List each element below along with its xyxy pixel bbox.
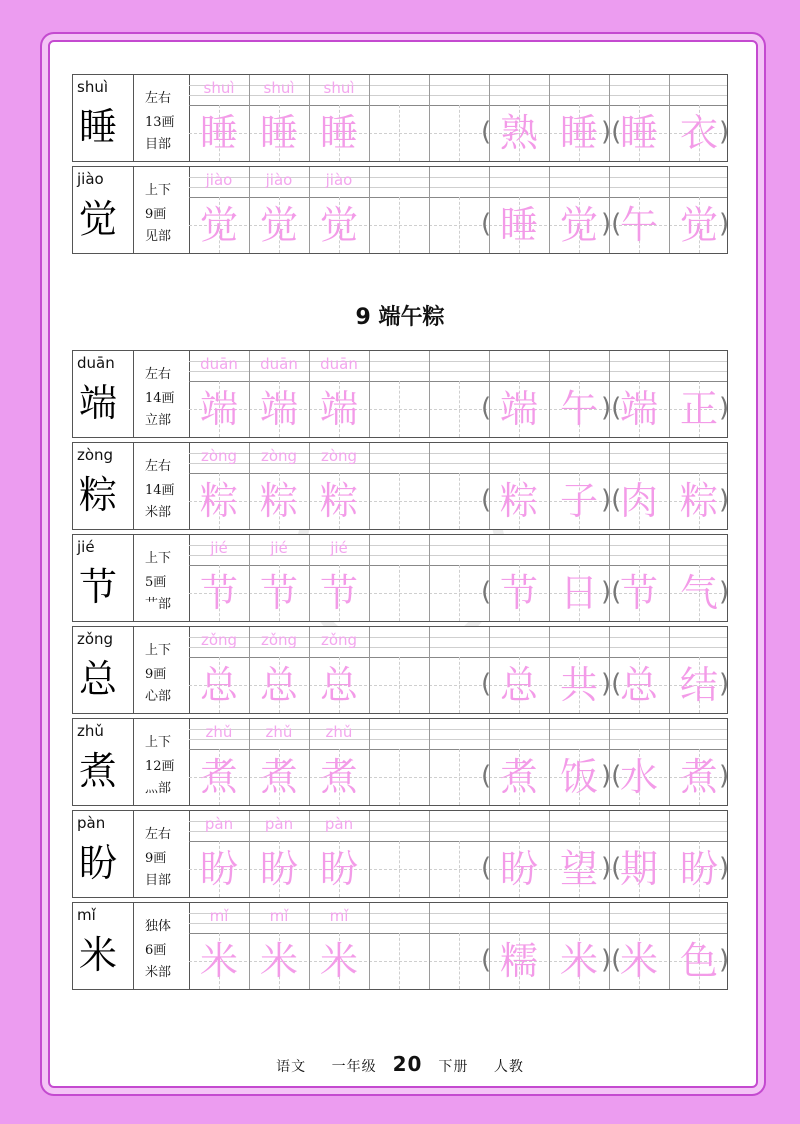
model-character-cell — [73, 627, 134, 713]
mid-paren: )( — [601, 393, 622, 423]
character-radical: 艹部 — [145, 597, 172, 612]
trace-pinyin: zhǔ — [265, 723, 293, 741]
word-character: 望 — [559, 847, 598, 891]
left-paren: ( — [481, 761, 492, 791]
trace-character: 盼 — [199, 847, 238, 891]
trace-pinyin: shuì — [203, 79, 235, 97]
word-character: 糯 — [499, 939, 538, 983]
grid-column-line — [369, 75, 370, 161]
trace-character: 粽 — [319, 479, 358, 523]
character-radical: 见部 — [145, 229, 172, 244]
character-structure: 上下 — [145, 643, 172, 658]
grid-column-line — [369, 443, 370, 529]
word-character: 睡 — [499, 203, 538, 247]
word-character: 煮 — [679, 755, 718, 799]
word-character: 盼 — [679, 847, 718, 891]
writing-grid — [189, 167, 730, 253]
character-row — [72, 166, 728, 254]
stroke-count: 9画 — [145, 207, 167, 222]
word-character: 端 — [619, 387, 658, 431]
character-radical: 立部 — [145, 413, 172, 428]
trace-character: 煮 — [259, 755, 298, 799]
writing-grid — [189, 627, 730, 713]
character-pinyin: zǒng — [77, 630, 114, 648]
character-pinyin: jié — [77, 538, 95, 556]
trace-character: 盼 — [259, 847, 298, 891]
trace-pinyin: jiào — [205, 171, 233, 189]
trace-character: 觉 — [259, 203, 298, 247]
word-character: 日 — [559, 571, 598, 615]
grid-column-line — [369, 811, 370, 897]
character-pinyin: zhǔ — [77, 722, 104, 740]
right-paren: ) — [719, 393, 730, 423]
grid-column-line — [429, 443, 430, 529]
trace-character: 觉 — [199, 203, 238, 247]
grid-center-line — [399, 565, 400, 621]
stroke-count: 14画 — [145, 391, 175, 406]
trace-character: 端 — [199, 387, 238, 431]
grid-center-line — [459, 565, 460, 621]
trace-pinyin: mǐ — [269, 907, 289, 925]
trace-pinyin: shuì — [323, 79, 355, 97]
trace-character: 米 — [199, 939, 238, 983]
word-character: 节 — [619, 571, 658, 615]
grid-column-line — [429, 167, 430, 253]
trace-character: 粽 — [259, 479, 298, 523]
left-paren: ( — [481, 945, 492, 975]
model-character: 米 — [79, 933, 118, 977]
word-character: 粽 — [499, 479, 538, 523]
grid-center-line — [459, 105, 460, 161]
character-structure: 左右 — [145, 91, 172, 106]
trace-pinyin: duān — [200, 355, 238, 373]
character-info-cell — [133, 811, 190, 897]
stroke-count: 9画 — [145, 667, 167, 682]
mid-paren: )( — [601, 669, 622, 699]
stroke-count: 13画 — [145, 115, 175, 130]
word-character: 总 — [499, 663, 538, 707]
footer-subject: 语文 — [276, 1059, 307, 1075]
writing-grid — [189, 719, 730, 805]
grid-center-line — [459, 657, 460, 713]
character-info-cell — [133, 167, 190, 253]
grid-center-line — [459, 473, 460, 529]
right-paren: ) — [719, 485, 730, 515]
right-paren: ) — [719, 761, 730, 791]
left-paren: ( — [481, 209, 492, 239]
trace-character: 总 — [319, 663, 358, 707]
model-character: 睡 — [79, 105, 118, 149]
grid-center-line — [459, 197, 460, 253]
footer-volume: 下册 — [438, 1059, 469, 1075]
model-character-cell — [73, 811, 134, 897]
character-structure: 左右 — [145, 459, 172, 474]
word-character: 水 — [619, 755, 658, 799]
mid-paren: )( — [601, 209, 622, 239]
trace-pinyin: pàn — [204, 815, 234, 833]
word-character: 子 — [559, 479, 598, 523]
word-character: 午 — [619, 203, 658, 247]
trace-pinyin: jié — [330, 539, 348, 557]
stroke-count: 9画 — [145, 851, 167, 866]
trace-character: 粽 — [199, 479, 238, 523]
character-info-cell — [133, 627, 190, 713]
character-pinyin: shuì — [77, 78, 108, 96]
grid-center-line — [459, 841, 460, 897]
right-paren: ) — [719, 577, 730, 607]
trace-character: 睡 — [199, 111, 238, 155]
mid-paren: )( — [601, 577, 622, 607]
grid-center-line — [399, 933, 400, 989]
character-pinyin: mǐ — [77, 906, 96, 924]
writing-grid — [189, 443, 730, 529]
writing-grid — [189, 811, 730, 897]
trace-pinyin: jié — [270, 539, 288, 557]
model-character-cell — [73, 75, 134, 161]
footer-publisher: 人教 — [493, 1059, 524, 1075]
grid-column-line — [429, 351, 430, 437]
trace-pinyin: zǒng — [200, 631, 238, 649]
mid-paren: )( — [601, 761, 622, 791]
model-character: 盼 — [79, 841, 118, 885]
word-character: 粽 — [679, 479, 718, 523]
grid-column-line — [369, 903, 370, 989]
model-character: 总 — [79, 657, 118, 701]
word-character: 睡 — [619, 111, 658, 155]
trace-character: 总 — [199, 663, 238, 707]
right-paren: ) — [719, 945, 730, 975]
stroke-count: 14画 — [145, 483, 175, 498]
trace-pinyin: zòng — [260, 447, 298, 465]
trace-character: 睡 — [319, 111, 358, 155]
grid-center-line — [399, 197, 400, 253]
grid-column-line — [429, 811, 430, 897]
left-paren: ( — [481, 117, 492, 147]
trace-pinyin: jiào — [265, 171, 293, 189]
word-character: 米 — [559, 939, 598, 983]
grid-center-line — [399, 657, 400, 713]
trace-pinyin: jié — [210, 539, 228, 557]
stroke-count: 5画 — [145, 575, 167, 590]
character-radical: 米部 — [145, 965, 172, 980]
page-footer — [0, 1052, 800, 1076]
trace-character: 总 — [259, 663, 298, 707]
trace-pinyin: duān — [260, 355, 298, 373]
model-character: 煮 — [79, 749, 118, 793]
trace-character: 节 — [259, 571, 298, 615]
character-info-cell — [133, 351, 190, 437]
grid-column-line — [369, 535, 370, 621]
writing-grid — [189, 351, 730, 437]
character-structure: 左右 — [145, 827, 172, 842]
character-structure: 独体 — [145, 919, 172, 934]
word-character: 期 — [619, 847, 658, 891]
trace-character: 煮 — [199, 755, 238, 799]
left-paren: ( — [481, 853, 492, 883]
character-info-cell — [133, 903, 190, 989]
character-info-cell — [133, 535, 190, 621]
model-character: 端 — [79, 381, 118, 425]
word-character: 共 — [559, 663, 598, 707]
grid-column-line — [369, 627, 370, 713]
character-structure: 上下 — [145, 183, 172, 198]
character-row — [72, 350, 728, 438]
mid-paren: )( — [601, 117, 622, 147]
stroke-count: 6画 — [145, 943, 167, 958]
trace-character: 米 — [259, 939, 298, 983]
character-row — [72, 74, 728, 162]
trace-pinyin: duān — [320, 355, 358, 373]
word-character: 盼 — [499, 847, 538, 891]
character-structure: 上下 — [145, 551, 172, 566]
model-character: 节 — [79, 565, 118, 609]
word-character: 睡 — [559, 111, 598, 155]
trace-pinyin: zhǔ — [205, 723, 233, 741]
word-character: 觉 — [679, 203, 718, 247]
right-paren: ) — [719, 209, 730, 239]
grid-column-line — [429, 903, 430, 989]
trace-pinyin: zòng — [320, 447, 358, 465]
character-pinyin: pàn — [77, 814, 106, 832]
character-row — [72, 534, 728, 622]
word-character: 午 — [559, 387, 598, 431]
left-paren: ( — [481, 669, 492, 699]
character-radical: 灬部 — [145, 781, 172, 796]
model-character-cell — [73, 351, 134, 437]
trace-pinyin: zǒng — [260, 631, 298, 649]
trace-pinyin: mǐ — [329, 907, 349, 925]
word-character: 衣 — [679, 111, 718, 155]
trace-character: 米 — [319, 939, 358, 983]
page-number: 20 — [392, 1052, 423, 1076]
footer-grade: 一年级 — [331, 1059, 377, 1075]
trace-character: 睡 — [259, 111, 298, 155]
left-paren: ( — [481, 577, 492, 607]
grid-center-line — [399, 841, 400, 897]
word-character: 正 — [679, 387, 718, 431]
lesson-title: 9 端午粽 — [355, 305, 445, 330]
character-row — [72, 902, 728, 990]
grid-column-line — [369, 719, 370, 805]
right-paren: ) — [719, 669, 730, 699]
writing-grid — [189, 75, 730, 161]
character-info-cell — [133, 75, 190, 161]
trace-pinyin: zhǔ — [325, 723, 353, 741]
trace-pinyin: shuì — [263, 79, 295, 97]
trace-character: 盼 — [319, 847, 358, 891]
character-structure: 左右 — [145, 367, 172, 382]
trace-pinyin: jiào — [325, 171, 353, 189]
model-character-cell — [73, 535, 134, 621]
grid-column-line — [429, 75, 430, 161]
word-character: 觉 — [559, 203, 598, 247]
model-character: 觉 — [79, 197, 118, 241]
word-character: 色 — [679, 939, 718, 983]
trace-character: 觉 — [319, 203, 358, 247]
mid-paren: )( — [601, 853, 622, 883]
word-character: 端 — [499, 387, 538, 431]
grid-center-line — [399, 473, 400, 529]
character-radical: 米部 — [145, 505, 172, 520]
mid-paren: )( — [601, 485, 622, 515]
grid-column-line — [429, 627, 430, 713]
grid-center-line — [399, 105, 400, 161]
trace-pinyin: mǐ — [209, 907, 229, 925]
right-paren: ) — [719, 117, 730, 147]
writing-grid — [189, 903, 730, 989]
character-radical: 目部 — [145, 137, 172, 152]
grid-center-line — [399, 381, 400, 437]
character-info-cell — [133, 719, 190, 805]
word-character: 煮 — [499, 755, 538, 799]
stroke-count: 12画 — [145, 759, 175, 774]
character-row — [72, 718, 728, 806]
character-pinyin: zòng — [77, 446, 114, 464]
model-character-cell — [73, 167, 134, 253]
trace-pinyin: zòng — [200, 447, 238, 465]
left-paren: ( — [481, 485, 492, 515]
character-row — [72, 626, 728, 714]
trace-character: 端 — [259, 387, 298, 431]
trace-pinyin: zǒng — [320, 631, 358, 649]
writing-grid — [189, 535, 730, 621]
character-pinyin: jiào — [77, 170, 104, 188]
right-paren: ) — [719, 853, 730, 883]
mid-paren: )( — [601, 945, 622, 975]
word-character: 米 — [619, 939, 658, 983]
trace-pinyin: pàn — [264, 815, 294, 833]
character-radical: 目部 — [145, 873, 172, 888]
trace-character: 煮 — [319, 755, 358, 799]
grid-column-line — [369, 351, 370, 437]
word-character: 气 — [679, 571, 718, 615]
grid-column-line — [369, 167, 370, 253]
character-row — [72, 810, 728, 898]
character-structure: 上下 — [145, 735, 172, 750]
character-radical: 心部 — [145, 689, 172, 704]
model-character: 粽 — [79, 473, 118, 517]
character-info-cell — [133, 443, 190, 529]
character-row — [72, 442, 728, 530]
grid-center-line — [459, 381, 460, 437]
word-character: 肉 — [619, 479, 658, 523]
grid-center-line — [399, 749, 400, 805]
trace-character: 节 — [199, 571, 238, 615]
character-pinyin: duān — [77, 354, 115, 372]
model-character-cell — [73, 903, 134, 989]
model-character-cell — [73, 443, 134, 529]
trace-character: 节 — [319, 571, 358, 615]
left-paren: ( — [481, 393, 492, 423]
word-character: 节 — [499, 571, 538, 615]
grid-column-line — [429, 719, 430, 805]
trace-pinyin: pàn — [324, 815, 354, 833]
trace-character: 端 — [319, 387, 358, 431]
word-character: 熟 — [499, 111, 538, 155]
model-character-cell — [73, 719, 134, 805]
word-character: 结 — [679, 663, 718, 707]
grid-center-line — [459, 933, 460, 989]
word-character: 总 — [619, 663, 658, 707]
grid-column-line — [429, 535, 430, 621]
grid-center-line — [459, 749, 460, 805]
word-character: 饭 — [559, 755, 598, 799]
